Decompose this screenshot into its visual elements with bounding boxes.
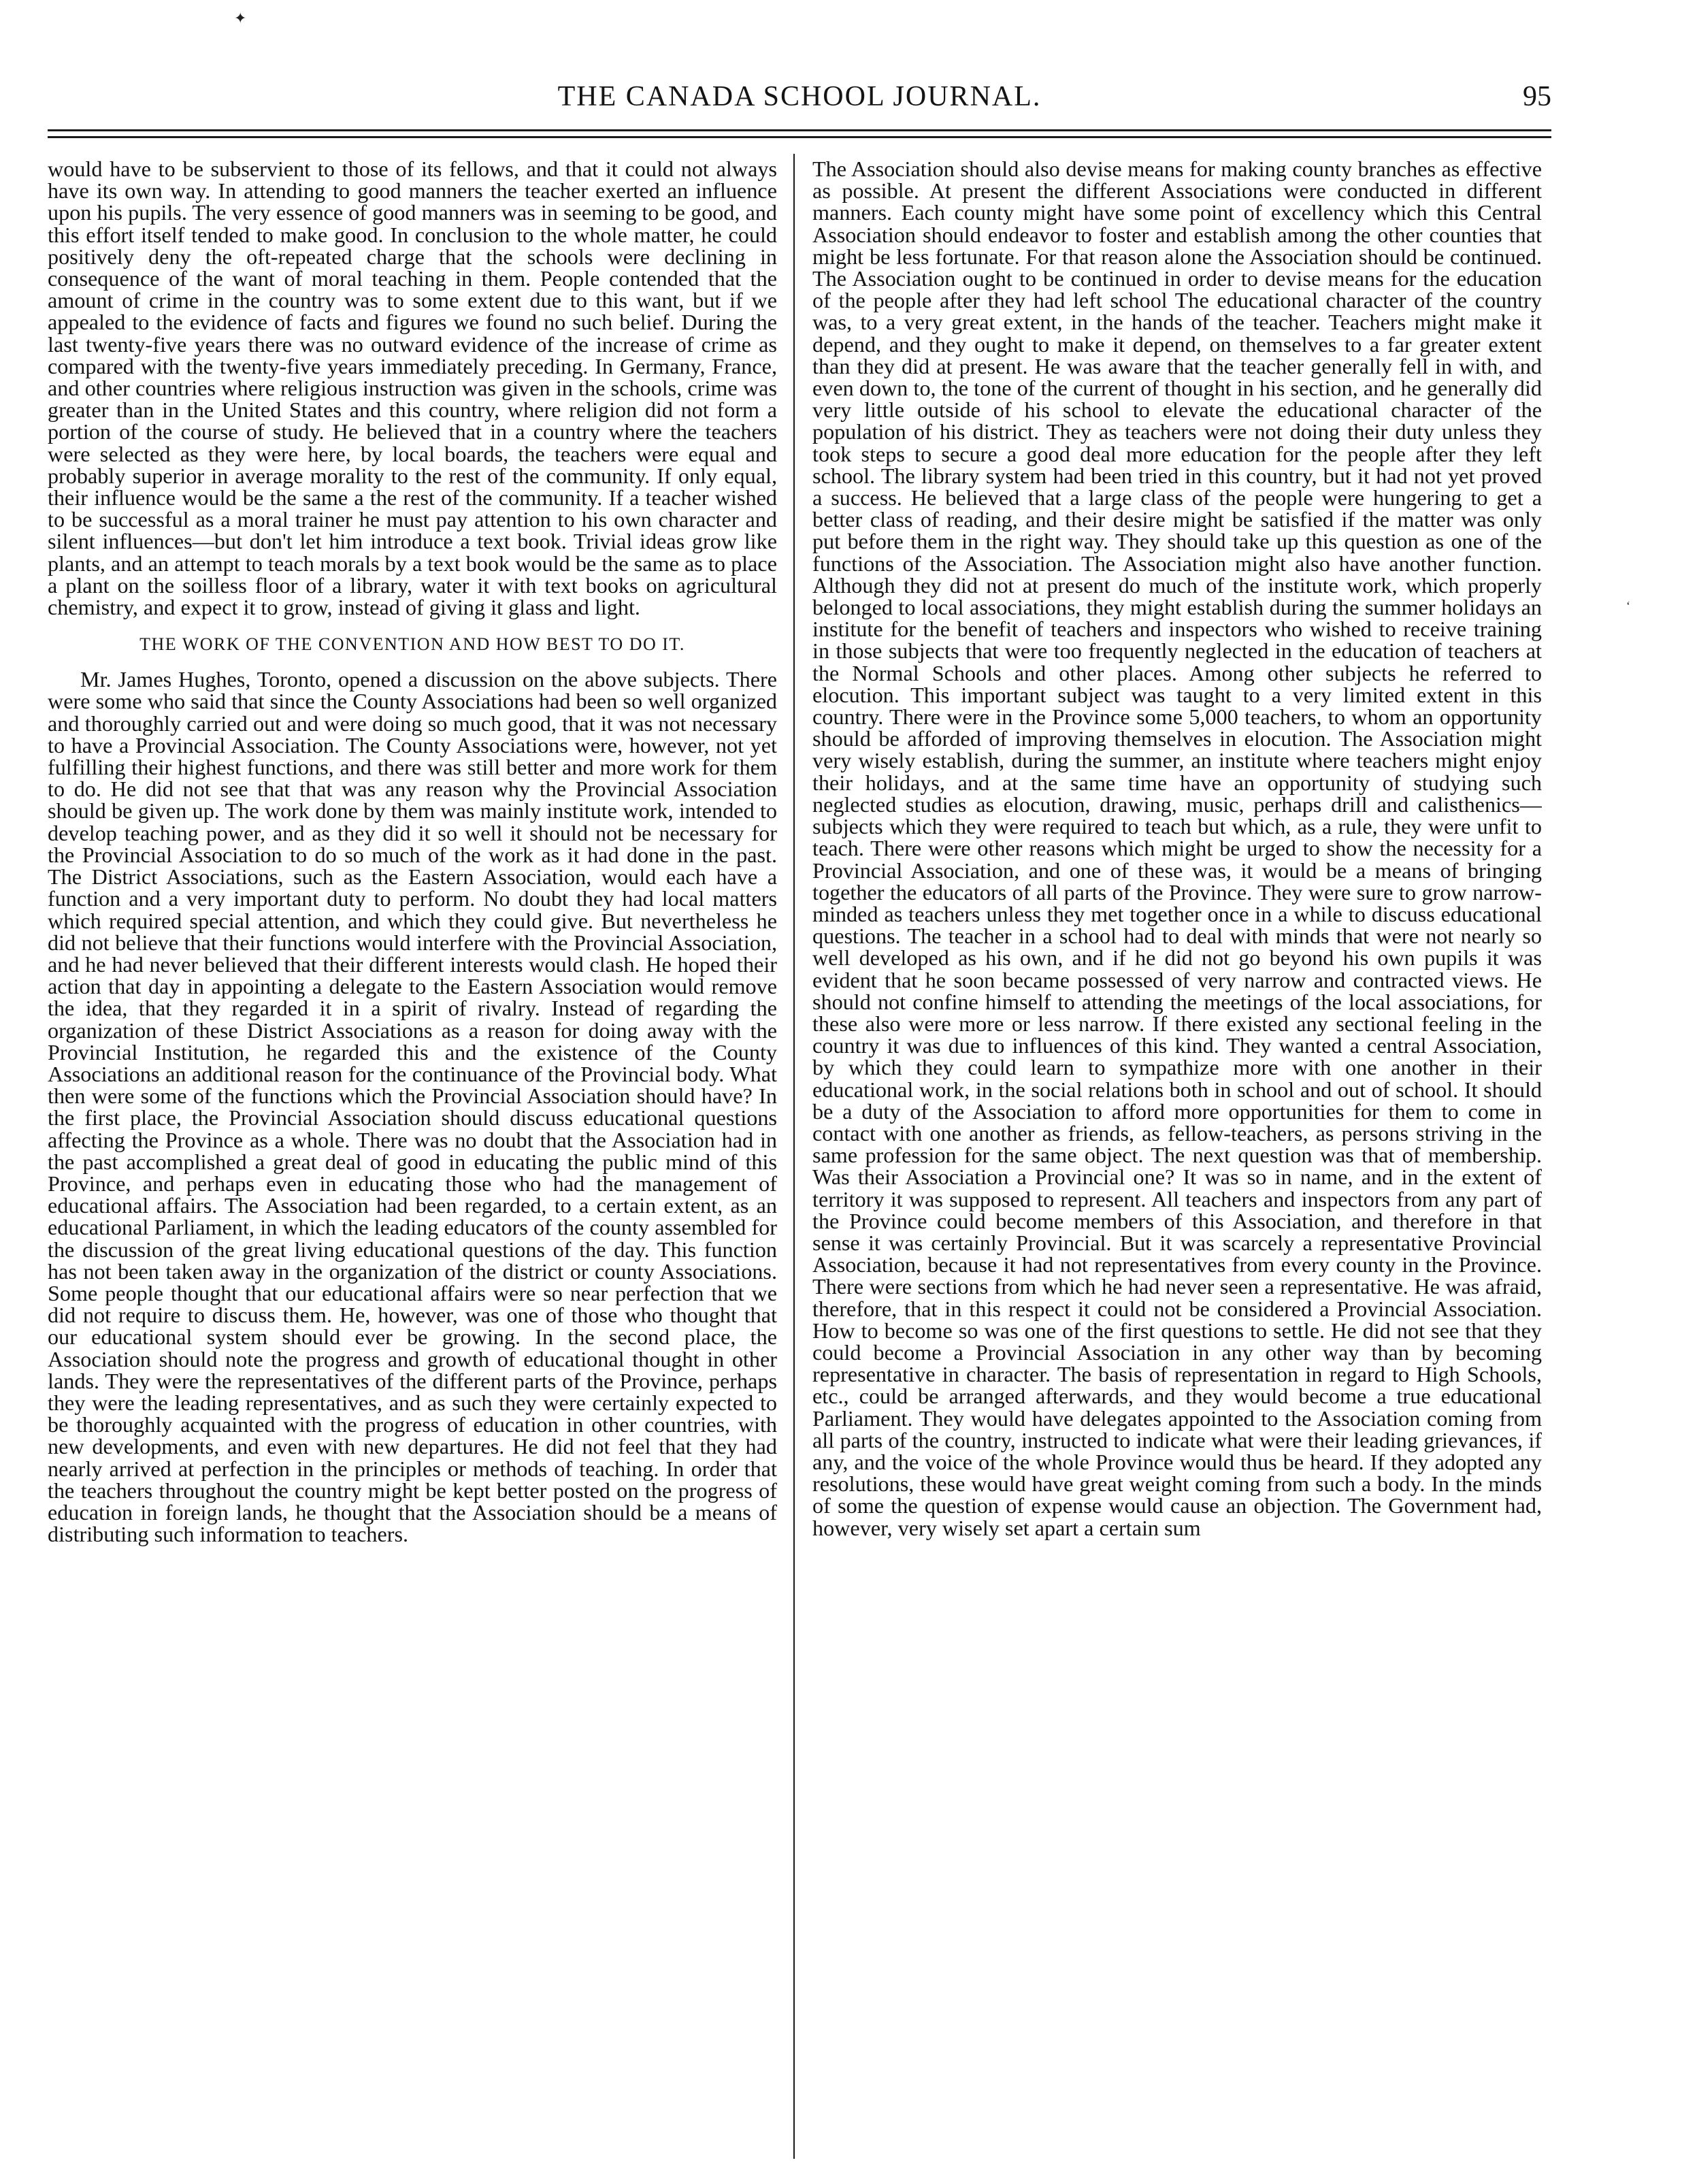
left-paragraph-2: Mr. James Hughes, Toronto, opened a discussion on the above subjects. There were some who said that since the County Associations had been so well organized and thoroughly carried out and were doing so much good, that it was not necessary to have a Provincial Association. The County Associations were, however, not yet fulfilling their highest functions, and there was still better and more work for them to do. He did not see that that was any reason why the Provincial Association should be given up. The work done by them was mainly institute work, intended to develop teaching power, and as they did it so well it should not be necessary for the Provincial Association to do so much of the work as it had done in the past. The District Associations, such as the Eastern Association, would each have a function and a very important duty to perform. No doubt they had local matters which required special attention, and which they could give. But nevertheless he did not believe that their functions would interfere with the Provincial Association, and he had never believed that their different interests would clash. He hoped their action that day in appointing a delegate to the Eastern Association would remove the idea, that they regarded it in a spirit of rivalry. Instead of regarding the organization of these District Associations as a reason for doing away with the Provincial Institution, he regarded this and the existence of the County Associations an additional reason for the continuance of the Provincial body. What then were some of the functions which the Provincial Association should have? In the first place, the Provincial Association should discuss educational questions affecting the Province as a whole. There was no doubt that the Association had in the past accomplished a great deal of good in educating the public mind of this Province, and perhaps even in educating those who had the management of educational affairs. The Association had been regarded, to a certain extent, as an educational Parliament, in which the leading educators of the county assembled for the discussion of the great living educational questions of the day. This function has not been taken away in the organization of the district or county Associations. Some people thought that our educational affairs were so near perfection that we did not require to discuss them. He, however, was one of those who thought that our educational system should ever be growing. In the second place, the Association should note the progress and growth of educational thought in other lands. They were the representatives of the different parts of the Province, perhaps they were the leading representatives, and as such they were certainly expected to be thoroughly acquainted with the progress of education in other countries, with new developments, and even with new departures. He did not feel that they had nearly arrived at perfection in the principles or methods of teaching. In order that the teachers throughout the country might be kept better posted on the progress of education in foreign lands, he thought that the Association should be a means of distributing such information to teachers. (48, 667, 777, 1547)
page-header (48, 80, 1551, 121)
section-heading: THE WORK OF THE CONVENTION AND HOW BEST TO DO IT. (139, 634, 685, 655)
page-number: 95 (1523, 81, 1551, 112)
header-rule-thin (48, 129, 1551, 131)
header-rule-thick (48, 136, 1551, 138)
running-title: THE CANADA SCHOOL JOURNAL. (557, 81, 1042, 112)
ink-speck: ‘ (1626, 599, 1630, 613)
column-divider (793, 154, 795, 2159)
right-paragraph-1: The Association should also devise means for making county branches as effective as possible. At present the different Associations were conducted in different manners. Each county might have some point of excellency which this Central Association should endeavor to foster and establish among the other counties that might be less fortunate. For that reason alone the Association should be continued. The Association ought to be continued in order to devise means for the education of the people after they had left school The educational character of the country was, to a very great extent, in the hands of the teacher. Teachers might make it depend, and they ought to make it depend, on themselves to a far greater extent than they did at present. He was aware that the teacher generally fell in with, and even down to, the tone of the current of thought in his section, and he generally did very little outside of his school to elevate the educational character of the population of his district. They as teachers were not doing their duty unless they took steps to secure a good deal more education for the people after they left school. The library system had been tried in this country, but it had not yet proved a success. He believed that a large class of the people were hungering to get a better class of reading, and their desire might be satisfied if the matter was only put before them in the right way. They should take up this question as one of the functions of the Association. The Association might also have another function. Although they did not at present do much of the institute work, which properly belonged to local associations, they might establish during the summer holidays an institute for the benefit of teachers and inspectors who wished to receive training in those subjects that were too frequently neglected in the education of teachers at the Normal Schools and other places. Among other subjects he referred to elocution. This important subject was taught to a very limited extent in this country. There were in the Province some 5,000 teachers, to whom an opportunity should be afforded of improving themselves in elocution. The Association might very wisely establish, during the summer, an institute where teachers might enjoy their holidays, and at the same time have an opportunity of studying such neglected studies as elocution, drawing, music, perhaps drill and calisthenics—subjects which they were required to teach but which, as a rule, they were unfit to teach. There were other reasons which might be urged to show the necessity for a Provincial Association, and one of these was, it would be a means of bringing together the educators of all parts of the Province. They were sure to grow narrow-minded as teachers unless they met together once in a while to discuss educational questions. The teacher in a school had to deal with minds that were not nearly so well developed as his own, and if he did not go beyond his own pupils it was evident that he soon became possessed of very narrow and contracted views. He should not confine himself to attending the meetings of the local associations, for these also were more or less narrow. If there existed any sectional feeling in the country it was due to influences of this kind. They wanted a central Association, by which they could learn to sympathize more with one another in their educational work, in the social relations both in school and out of school. It should be a duty of the Association to afford more opportunities for them to come in contact with one another as friends, as fellow-teachers, as persons striving in the same profession for the same object. The next question was that of membership. Was their Association a Provincial one? It was so in name, and in the extent of territory it was supposed to represent. All teachers and inspectors from any part of the Province could become members of this Association, and therefore in that sense it was certainly Provincial. But it was scarcely a representative Provincial Association, because it had not representatives from every county in the Province. There were sections from which he had never seen a representative. He was afraid, therefore, that in this respect it could not be considered a Provincial Association. How to become so was one of the first questions to settle. He did not see that they could become a Provincial Association in any other way than by becoming representative in character. The basis of representation in regard to High Schools, etc., could be arranged afterwards, and they would become a true educational Parliament. They would have delegates appointed to the Association coming from all parts of the country, instructed to indicate what were their leading grievances, if any, and the voice of the whole Province would thus be heard. If they adopted any resolutions, these would have great weight coming from such a body. In the minds of some the question of expense would cause an objection. The Government had, however, very wisely set apart a certain sum (812, 158, 1542, 1540)
right-column (812, 158, 1542, 2145)
ink-speck: ✦ (234, 10, 247, 27)
left-paragraph-1: would have to be subservient to those of its fellows, and that it could not always have its own way. In attending to good manners the teacher exerted an influence upon his pupils. The very essence of good manners was in seeming to be good, and this effort itself tended to make good. In conclusion to the whole matter, he could positively deny the oft-repeated charge that the schools were declining in consequence of the want of moral teaching in them. People contended that the amount of crime in the country was to some extent due to this want, but if we appealed to the evidence of facts and figures we found no such belief. During the last twenty-five years there was no outward evidence of the increase of crime as compared with the twenty-five years immediately preceding. In Germany, France, and other countries where religious instruction was given in the schools, crime was greater than in the United States and this country, where religion did not form a portion of the course of study. He believed that in a country where the teachers were selected as they were here, by local boards, the teachers were equal and probably superior in average morality to the rest of the community. If only equal, their influence would be the same a the rest of the community. If a teacher wished to be successful as a moral trainer he must pay attention to his own character and silent influences—but don't let him introduce a text book. Trivial ideas grow like plants, and an attempt to teach morals by a text book would be the same as to place a plant on the soilless floor of a library, water it with text books on agricultural chemistry, and expect it to grow, instead of giving it glass and light. (48, 158, 777, 620)
left-column (48, 158, 777, 2145)
